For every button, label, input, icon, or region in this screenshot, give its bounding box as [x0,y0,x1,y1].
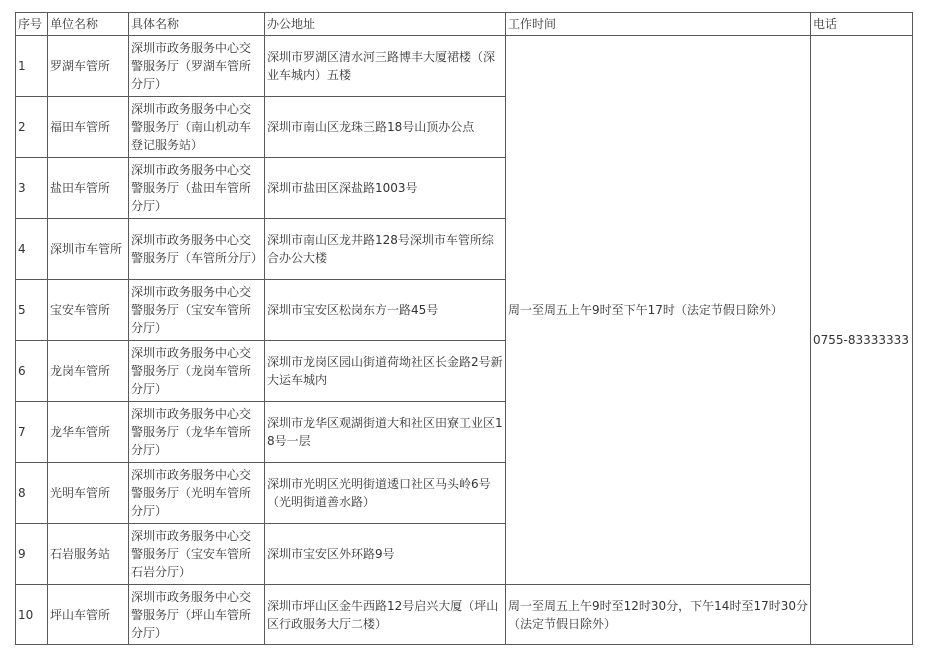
row-index: 10 [16,585,48,645]
row-specific-name: 深圳市政务服务中心交警服务厅（坪山车管所分厅） [129,585,265,645]
row-unit-name: 罗湖车管所 [48,36,129,97]
header-address: 办公地址 [265,13,506,36]
row-index: 7 [16,402,48,463]
header-specific-name: 具体名称 [129,13,265,36]
row-specific-name: 深圳市政务服务中心交警服务厅（盐田车管所分厅） [129,158,265,219]
row-address: 深圳市盐田区深盐路1003号 [265,158,506,219]
table-header-row [16,13,913,36]
row-specific-name: 深圳市政务服务中心交警服务厅（宝安车管所分厅） [129,280,265,341]
header-index: 序号 [16,13,48,36]
row-unit-name: 盐田车管所 [48,158,129,219]
row-address: 深圳市龙岗区园山街道荷坳社区长金路2号新大运车城内 [265,341,506,402]
row-specific-name: 深圳市政务服务中心交警服务厅（车管所分厅） [129,219,265,280]
row-index: 9 [16,524,48,585]
row-address: 深圳市坪山区金牛西路12号启兴大厦（坪山区行政服务大厅二楼） [265,585,506,645]
row-specific-name: 深圳市政务服务中心交警服务厅（光明车管所分厅） [129,463,265,524]
row-address: 深圳市宝安区外环路9号 [265,524,506,585]
row-unit-name: 光明车管所 [48,463,129,524]
row-index: 2 [16,97,48,158]
row-unit-name: 宝安车管所 [48,280,129,341]
row-index: 3 [16,158,48,219]
row-unit-name: 龙华车管所 [48,402,129,463]
header-unit-name: 单位名称 [48,13,129,36]
row-index: 5 [16,280,48,341]
row-specific-name: 深圳市政务服务中心交警服务厅（罗湖车管所分厅） [129,36,265,97]
row-index: 8 [16,463,48,524]
row-specific-name: 深圳市政务服务中心交警服务厅（南山机动车登记服务站） [129,97,265,158]
header-working-hours: 工作时间 [506,13,811,36]
row-unit-name: 福田车管所 [48,97,129,158]
working-hours-cell: 周一至周五上午9时至下午17时（法定节假日除外） [506,36,811,585]
row-address: 深圳市龙华区观湖街道大和社区田寮工业区18号一层 [265,402,506,463]
row-index: 6 [16,341,48,402]
table-row [16,585,913,645]
row-unit-name: 深圳市车管所 [48,219,129,280]
row-address: 深圳市南山区龙井路128号深圳市车管所综合办公大楼 [265,219,506,280]
row-index: 4 [16,219,48,280]
row-specific-name: 深圳市政务服务中心交警服务厅（宝安车管所石岩分厅） [129,524,265,585]
row-unit-name: 龙岗车管所 [48,341,129,402]
row-address: 深圳市宝安区松岗东方一路45号 [265,280,506,341]
header-phone: 电话 [811,13,913,36]
row-address: 深圳市南山区龙珠三路18号山顶办公点 [265,97,506,158]
row-unit-name: 石岩服务站 [48,524,129,585]
working-hours-cell-last: 周一至周五上午9时至12时30分，下午14时至17时30分（法定节假日除外） [506,585,811,645]
row-specific-name: 深圳市政务服务中心交警服务厅（龙岗车管所分厅） [129,341,265,402]
row-index: 1 [16,36,48,97]
row-unit-name: 坪山车管所 [48,585,129,645]
phone-cell: 0755-83333333 [811,36,913,645]
row-address: 深圳市光明区光明街道逶口社区马头岭6号（光明街道善水路） [265,463,506,524]
row-specific-name: 深圳市政务服务中心交警服务厅（龙华车管所分厅） [129,402,265,463]
table-row [16,36,913,97]
row-address: 深圳市罗湖区清水河三路博丰大厦裙楼（深业车城内）五楼 [265,36,506,97]
vehicle-office-table [15,12,913,645]
